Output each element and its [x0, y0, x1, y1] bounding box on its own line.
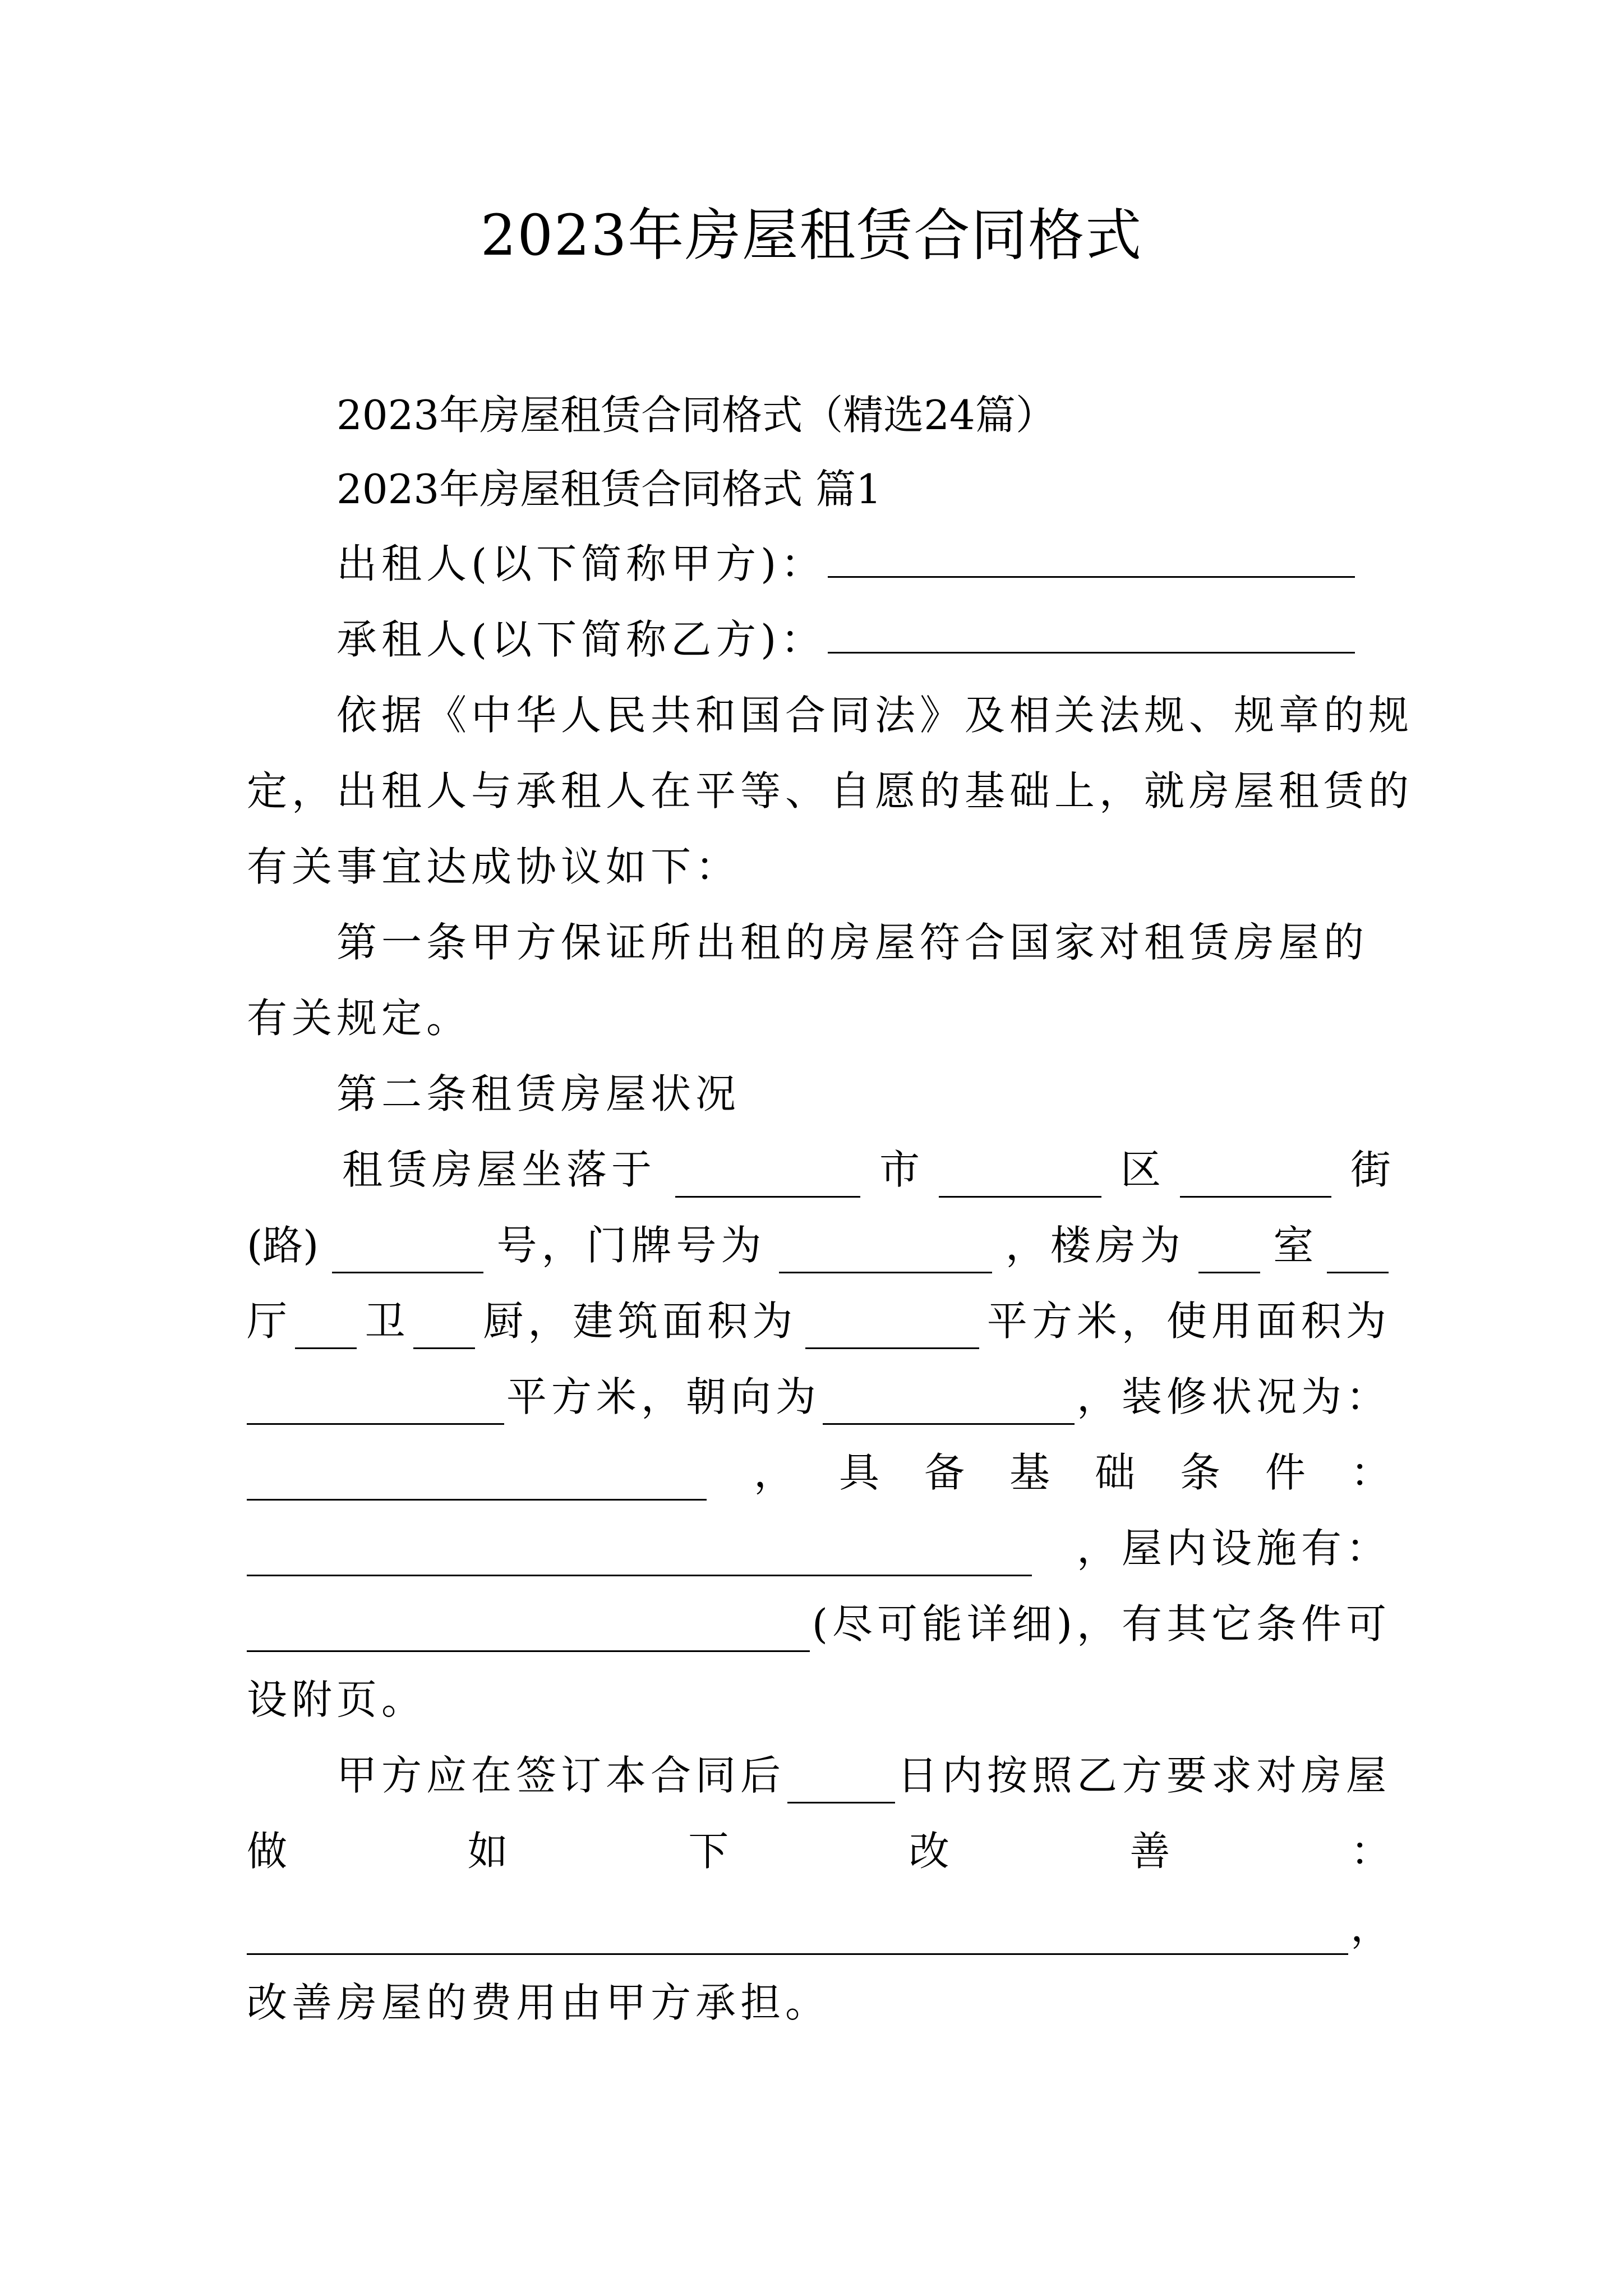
improvement-text: ： [1350, 1828, 1391, 1875]
lessor-label: 出租人(以下简称甲方)： [336, 540, 826, 587]
street-blank [1180, 1156, 1331, 1198]
facilities-text: ，屋内设施有： [1076, 1525, 1391, 1572]
paragraph-text: 有关事宜达成协议如下： [247, 843, 741, 890]
section-heading-text: 2023年房屋租赁合同格式 篇1 [336, 466, 882, 513]
conditions-text: 础 [1094, 1449, 1135, 1496]
paragraph-line [247, 839, 1391, 895]
address-text: 租赁房屋坐落于 [342, 1146, 657, 1193]
paragraph-line [336, 687, 1414, 743]
layout-text: 厅 [247, 1297, 288, 1345]
article-1-text: 第一条甲方保证所出租的房屋符合国家对租赁房屋的 [336, 919, 1369, 966]
address-line [342, 1142, 1391, 1198]
improvement-blank [247, 1913, 1348, 1955]
address-text: 号，门牌号为 [496, 1222, 766, 1269]
layout-line [247, 1293, 1391, 1349]
paragraph-line [247, 763, 1414, 819]
improvement-text: 甲方应在签订本合同后 [336, 1752, 786, 1799]
conditions-text: 具 [838, 1449, 879, 1496]
address-text: 街 [1350, 1146, 1391, 1193]
article-1-text: 有关规定。 [247, 995, 472, 1042]
article-2-text: 第二条租赁房屋状况 [336, 1070, 741, 1117]
conditions-text: 件 [1265, 1449, 1306, 1496]
improvement-text: 日内按照乙方要求对房屋 [897, 1752, 1391, 1799]
area-text: 平方米，朝向为 [506, 1373, 820, 1420]
attachment-line [247, 1672, 1391, 1728]
improvement-text: 做 [247, 1828, 288, 1875]
improvement-text: 改 [909, 1828, 949, 1875]
improvement-text: 下 [688, 1828, 729, 1875]
subtitle-text: 2023年房屋租赁合同格式（精选24篇） [336, 392, 1056, 439]
lessee-blank [828, 611, 1355, 654]
decoration-blank [247, 1458, 707, 1501]
document-title: 2023年房屋租赁合同格式 [480, 203, 1143, 268]
usable-area-blank [247, 1383, 504, 1425]
lessee-label: 承租人(以下简称乙方)： [336, 616, 826, 663]
article-1-line [336, 914, 1391, 970]
bath-blank [295, 1307, 357, 1349]
conditions-text: 备 [924, 1449, 965, 1496]
conditions-text: 条 [1179, 1449, 1220, 1496]
subtitle-line [336, 387, 1391, 443]
cost-line [247, 1975, 1391, 2031]
address-text: ，楼房为 [1005, 1222, 1185, 1269]
basic-conditions-blank [247, 1534, 1032, 1576]
facilities-text: (尽可能详细)，有其它条件可 [811, 1600, 1391, 1648]
district-blank [939, 1156, 1101, 1198]
lessor-line [336, 536, 1391, 592]
paragraph-text: 定，出租人与承租人在平等、自愿的基础上，就房屋租赁的 [247, 767, 1414, 815]
section-heading [336, 461, 1391, 517]
area-text: ，装修状况为： [1076, 1373, 1391, 1420]
layout-text: 厨，建筑面积为 [483, 1297, 797, 1345]
improvement-text: 如 [467, 1828, 508, 1875]
layout-text: 卫 [365, 1297, 405, 1345]
improvement-line [247, 1899, 1391, 1955]
cost-text: 改善房屋的费用由甲方承担。 [247, 1979, 831, 2026]
address-text: 区 [1120, 1146, 1161, 1193]
halls-blank [1327, 1231, 1389, 1273]
conditions-line [247, 1444, 1391, 1501]
improvement-line [336, 1747, 1391, 1803]
lessee-line [336, 611, 1391, 668]
days-blank [787, 1761, 895, 1803]
conditions-text: ： [1350, 1449, 1391, 1496]
article-1-line [247, 990, 1391, 1046]
improvement-text: ， [1350, 1903, 1391, 1950]
improvement-line [247, 1823, 1391, 1879]
facilities-line [247, 1596, 1391, 1652]
address-text: (路) [247, 1222, 319, 1269]
city-blank [675, 1156, 860, 1198]
address-line [247, 1217, 1391, 1273]
area-line [247, 1369, 1391, 1425]
address-text: 市 [879, 1146, 920, 1193]
floor-area-blank [805, 1307, 979, 1349]
facilities-blank [247, 1610, 810, 1652]
improvement-text: 善 [1129, 1828, 1170, 1875]
orientation-blank [823, 1383, 1075, 1425]
facilities-line [247, 1520, 1391, 1576]
address-text: 室 [1273, 1222, 1314, 1269]
kitchen-blank [413, 1307, 475, 1349]
rooms-blank [1198, 1231, 1260, 1273]
door-number-blank [779, 1231, 992, 1273]
layout-text: 平方米，使用面积为 [986, 1297, 1391, 1345]
conditions-text: ， [753, 1449, 794, 1496]
lessor-blank [828, 536, 1355, 578]
number-blank [332, 1231, 483, 1273]
article-2-heading [336, 1066, 1391, 1122]
attachment-text: 设附页。 [247, 1676, 427, 1723]
conditions-text: 基 [1009, 1449, 1050, 1496]
paragraph-text: 依据《中华人民共和国合同法》及相关法规、规章的规 [336, 692, 1414, 739]
